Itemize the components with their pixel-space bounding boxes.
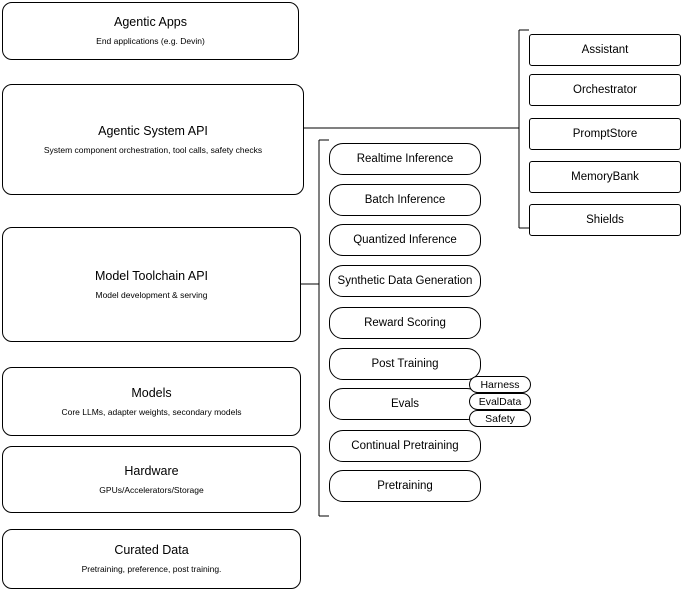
stack-layer-hardware [2, 446, 301, 513]
stack-layer-subtitle: Pretraining, preference, post training. [81, 564, 222, 574]
toolchain-component-batch-inference [329, 184, 481, 216]
agentic-component-orchestrator [529, 74, 681, 106]
toolchain-component-continual-pretraining [329, 430, 481, 462]
eval-subcomponent-label: Safety [485, 412, 515, 425]
agentic-component-memorybank [529, 161, 681, 193]
stack-layer-title: Hardware [124, 463, 179, 478]
toolchain-component-synthetic-data-generation [329, 265, 481, 297]
toolchain-component-post-training [329, 348, 481, 380]
eval-subcomponent-harness [469, 376, 531, 393]
stack-layer-models [2, 367, 301, 436]
agentic-component-label: PromptStore [572, 128, 638, 140]
stack-layer-subtitle: Core LLMs, adapter weights, secondary models [61, 406, 242, 417]
stack-layer-title: Models [131, 385, 172, 400]
stack-layer-title: Agentic System API [98, 123, 208, 138]
toolchain-component-realtime-inference [329, 143, 481, 175]
stack-layer-agentic-apps [2, 2, 299, 60]
agentic-component-promptstore [529, 118, 681, 150]
stack-layer-curated-data [2, 529, 301, 589]
stack-layer-subtitle: System component orchestration, tool calls, safety checks [43, 144, 263, 155]
stack-layer-subtitle: GPUs/Accelerators/Storage [99, 484, 204, 495]
agentic-component-label: Assistant [581, 44, 629, 56]
toolchain-component-label: Continual Pretraining [351, 440, 459, 452]
agentic-component-label: Shields [586, 214, 624, 226]
stack-layer-title: Agentic Apps [114, 15, 187, 29]
toolchain-component-label: Pretraining [377, 480, 433, 492]
stack-layer-subtitle: End applications (e.g. Devin) [96, 36, 205, 46]
agentic-component-assistant [529, 34, 681, 66]
toolchain-component-quantized-inference [329, 224, 481, 256]
toolchain-component-label: Evals [390, 398, 420, 410]
toolchain-component-evals [329, 388, 481, 420]
agentic-component-label: Orchestrator [573, 84, 637, 96]
stack-layer-title: Curated Data [114, 543, 189, 557]
toolchain-component-label: Synthetic Data Generation [337, 275, 473, 287]
eval-subcomponent-label: EvalData [478, 395, 522, 408]
agentic-component-shields [529, 204, 681, 236]
toolchain-component-pretraining [329, 470, 481, 502]
eval-subcomponent-label: Harness [480, 378, 520, 391]
stack-layer-model-toolchain-api [2, 227, 301, 342]
toolchain-component-label: Quantized Inference [353, 234, 457, 246]
eval-subcomponent-evaldata [469, 393, 531, 410]
agentic-component-label: MemoryBank [571, 171, 639, 183]
stack-layer-agentic-system-api [2, 84, 304, 195]
eval-subcomponent-safety [469, 410, 531, 427]
stack-layer-title: Model Toolchain API [94, 268, 209, 283]
toolchain-component-reward-scoring [329, 307, 481, 339]
toolchain-component-label: Realtime Inference [356, 153, 454, 165]
stack-layer-subtitle: Model development & serving [95, 289, 208, 300]
toolchain-component-label: Batch Inference [364, 194, 446, 206]
toolchain-component-label: Reward Scoring [364, 317, 446, 329]
toolchain-component-label: Post Training [371, 358, 439, 370]
